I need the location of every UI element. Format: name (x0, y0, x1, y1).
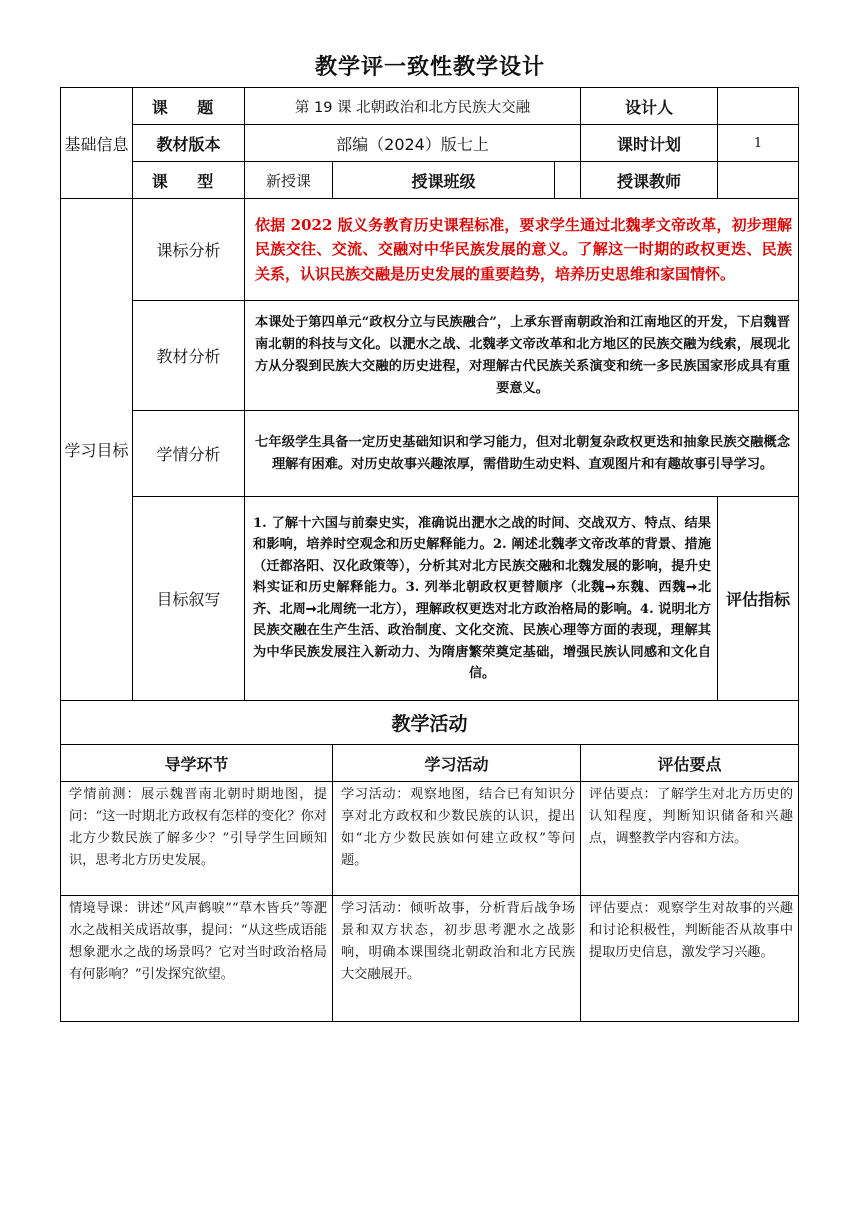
type-label: 课 型 (133, 162, 245, 199)
edition-label: 教材版本 (133, 125, 245, 162)
lesson-design-table (60, 87, 799, 1022)
student-label: 学情分析 (133, 411, 245, 497)
class-label: 授课班级 (333, 162, 555, 199)
row1-guide: 学情前测：展示魏晋南北朝时期地图，提问：“这一时期北方政权有怎样的变化？你对北方少数民族了解多少？”引导学生回顾知识，思考北方历史发展。 (61, 782, 333, 896)
objective-label: 目标叙写 (133, 497, 245, 701)
material-label: 教材分析 (133, 301, 245, 411)
header-eval: 评估要点 (581, 745, 799, 782)
standard-text: 依据 2022 版义务教育历史课程标准，要求学生通过北魏孝文帝改革，初步理解民族交往、交流、交融对中华民族发展的意义。了解这一时期的政权更迭、民族关系，认识民族交融是历史发展的重要趋势，培养历史思维和家国情怀。 (245, 199, 799, 301)
designer-value (718, 88, 799, 125)
header-activity: 学习活动 (333, 745, 581, 782)
teacher-value (718, 162, 799, 199)
teacher-label: 授课教师 (581, 162, 718, 199)
class-value (555, 162, 581, 199)
activities-title: 教学活动 (61, 701, 799, 745)
learning-goals-label: 学习目标 (61, 199, 133, 701)
basic-info-label: 基础信息 (61, 88, 133, 199)
lesson-label: 课 题 (133, 88, 245, 125)
objective-text: 1. 了解十六国与前秦史实，准确说出淝水之战的时间、交战双方、特点、结果和影响，培养时空观念和历史解释能力。2. 阐述北魏孝文帝改革的背景、措施（迁都洛阳、汉化政策等），分析其对北方民族交融和北魏发展的影响，提升史料实证和历史解释能力。3. 列举北朝政权更替顺序（北魏➞东魏、西魏➞北齐、北周➞北周统一北方），理解政权更迭对北方政治格局的影响。4. 说明北方民族交融在生产生活、政治制度、文化交流、民族心理等方面的表现，理解其为中华民族发展注入新动力、为隋唐繁荣奠定基础，增强民族认同感和文化自信。 (245, 497, 718, 701)
document-title: 教学评一致性教学设计 (314, 55, 545, 80)
eval-indicator-label: 评估指标 (718, 497, 799, 701)
row2-activity: 学习活动：倾听故事，分析背后战争场景和双方状态，初步思考淝水之战影响，明确本课围绕北朝政治和北方民族大交融展开。 (333, 896, 581, 1022)
hours-label: 课时计划 (581, 125, 718, 162)
material-text: 本课处于第四单元“政权分立与民族融合”，上承东晋南朝政治和江南地区的开发，下启魏晋南北朝的科技与文化。以淝水之战、北魏孝文帝改革和北方地区的民族交融为线索，展现北方从分裂到民族大交融的历史进程，对理解古代民族关系演变和统一多民族国家形成具有重要意义。 (245, 301, 799, 411)
row2-guide: 情境导课：讲述“风声鹤唳”“草木皆兵”等淝水之战相关成语故事，提问：“从这些成语能想象淝水之战的场景吗？它对当时政治格局有何影响？”引发探究欲望。 (61, 896, 333, 1022)
hours-value: 1 (718, 125, 799, 162)
student-text: 七年级学生具备一定历史基础知识和学习能力，但对北朝复杂政权更迭和抽象民族交融概念理解有困难。对历史故事兴趣浓厚，需借助生动史料、直观图片和有趣故事引导学习。 (245, 411, 799, 497)
edition-value: 部编（2024）版七上 (245, 125, 581, 162)
row1-activity: 学习活动：观察地图，结合已有知识分享对北方政权和少数民族的认识，提出如“北方少数民族如何建立政权”等问题。 (333, 782, 581, 896)
header-guide: 导学环节 (61, 745, 333, 782)
lesson-value: 第 19 课 北朝政治和北方民族大交融 (245, 88, 581, 125)
row2-eval: 评估要点：观察学生对故事的兴趣和讨论积极性，判断能否从故事中提取历史信息，激发学习兴趣。 (581, 896, 799, 1022)
row1-eval: 评估要点：了解学生对北方历史的认知程度，判断知识储备和兴趣点，调整教学内容和方法。 (581, 782, 799, 896)
type-value: 新授课 (245, 162, 333, 199)
standard-label: 课标分析 (133, 199, 245, 301)
designer-label: 设计人 (581, 88, 718, 125)
